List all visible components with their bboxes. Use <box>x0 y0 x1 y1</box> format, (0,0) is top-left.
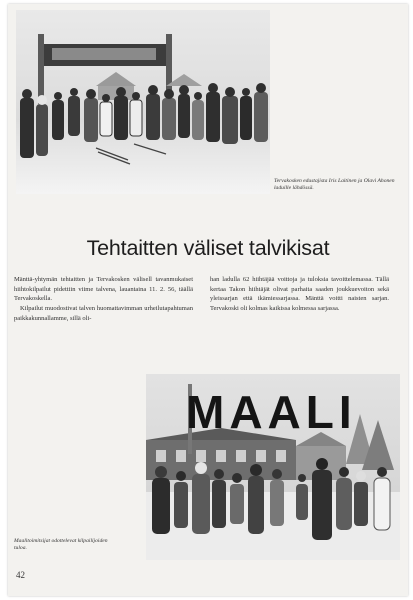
photo-top-caption: Tervakosken edustajista Iris Laitinen ja Olavi Ahonen laduille lähdössä. <box>274 178 395 191</box>
article-headline: Tehtaitten väliset talvikisat <box>86 236 330 260</box>
page-number: 42 <box>16 570 25 580</box>
paragraph: han ladulla 62 hiihtäjää voittoja ja tuloksia tavoittelemassa. Tällä kertaa Takon hiihtäjät olivat parhaita saaden joukkuevoiton sekä yleissarjan että ikämiessarjassa. Mänttä voitti naisten sarjan. Tervakoski oli kolmas kaikissa kolmessa sarjassa. <box>210 276 389 313</box>
finish-line-photo-illustration <box>146 374 400 560</box>
photo-finish-line <box>146 374 400 560</box>
paragraph: Kilpailut muodostivat talven huomattavimman urheilutapahtuman paikkakunnallamme, sillä oli- <box>14 305 193 322</box>
paragraph: Mänttä-yhtymän tehtaitten ja Tervakosken välisell tavanmukaiset hiihtokilpailut pidettiin viime talvena, lauantaina 11. 2. 56, täällä Tervakoskella. <box>14 276 193 303</box>
article-column-right <box>210 275 389 314</box>
magazine-page <box>8 4 408 596</box>
photo-skiers-start <box>16 10 270 194</box>
photo-bottom-caption: Maalitoimitsijat odottelevat kilpailijoiden tuloa. <box>14 538 108 551</box>
maali-sign-text: MAALI <box>186 386 357 438</box>
article-column-left <box>14 275 193 324</box>
skiers-start-photo-illustration <box>16 10 270 194</box>
